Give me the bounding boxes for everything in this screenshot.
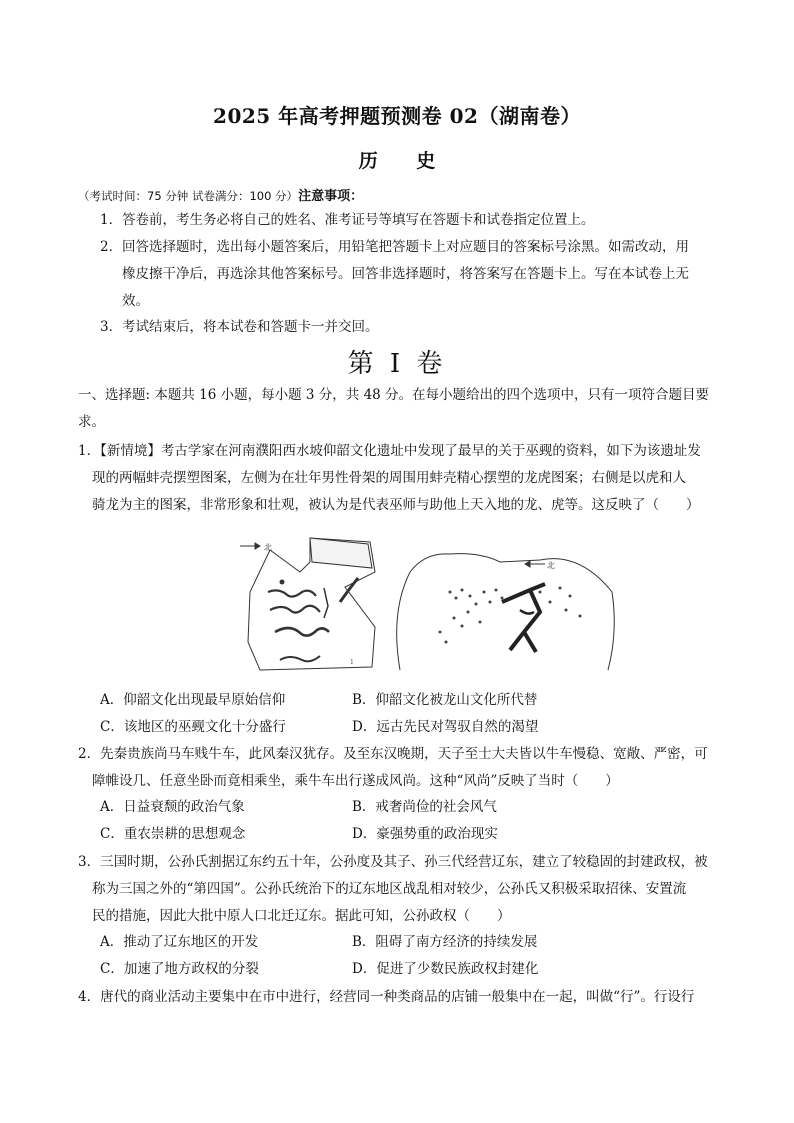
question-3-options-row-2: [100, 957, 700, 983]
question-3-option-a[interactable]: A．推动了辽东地区的开发: [100, 934, 259, 950]
left-north-label: 北: [264, 543, 272, 552]
section-intro: 一、选择题: 本题共 16 小题，每小题 3 分，共 48 分。在每小题给出的四个选项中，只有一项符合题目要 求。: [78, 387, 710, 430]
left-mosaic-panel: [240, 538, 375, 670]
shell-mosaic-figure: [240, 532, 620, 674]
question-2-option-c[interactable]: C．重农崇耕的思想观念: [100, 826, 246, 842]
question-4-stem: 4．唐代的商业活动主要集中在市中进行，经营同一种类商品的店铺一般集中在一起，叫做“行”。行设行: [78, 989, 695, 1005]
question-3-options-row-1: [100, 930, 700, 956]
notice-label: 注意事项：: [298, 189, 364, 204]
question-3-option-b[interactable]: B．阻碍了南方经济的持续发展: [352, 934, 538, 950]
question-3-stem: 3．三国时期，公孙氏割据辽东约五十年，公孙度及其子、孙三代经营辽东，建立了较稳固的封建政权，被 称为三国之外的“第四国”。公孙氏统治下的辽东地区战乱相对较少，公孙氏又积极采取招徕、安置流 民的措施，因此大批中原人口北迁辽东。据此可知，公孙政权（ ）: [78, 854, 708, 924]
notice-item-1: 1．答卷前，考生务必将自己的姓名、准考证号等填写在答题卡和试卷指定位置上。: [100, 212, 595, 228]
exam-title: 2025 年高考押题预测卷 02（湖南卷）: [213, 104, 581, 128]
right-mosaic-panel: [397, 554, 615, 670]
question-1-stem: 1．【新情境】考古学家在河南濮阳西水坡仰韶文化遗址中发现了最早的关于巫觋的资料，如下为该遗址发 现的两幅蚌壳摆塑图案，左侧为在壮年男性骨架的周围用蚌壳精心摆塑的龙虎图案；右侧是以虎和人 骑龙为主的图案，非常形象和壮观，被认为是代表巫师与助他上天入地的龙、虎等。这反映了（ ）: [78, 443, 701, 513]
right-north-label: 北: [547, 561, 555, 570]
question-1-option-c[interactable]: C．该地区的巫觋文化十分盛行: [100, 719, 286, 735]
volume-heading: 第 I 卷: [347, 349, 447, 379]
question-3-option-c[interactable]: C．加速了地方政权的分裂: [100, 961, 259, 977]
question-2-option-d[interactable]: D．豪强势重的政治现实: [352, 826, 498, 842]
question-2-stem: 2．先秦贵族尚马车贱牛车，此风秦汉犹存。及至东汉晚期，天子至士大夫皆以牛车慢稳、宽敞、严密，可 障帷设几、任意坐卧而竟相乘坐，乘牛车出行遂成风尚。这种“风尚”反映了当时（ ）: [78, 746, 708, 789]
subject-title: 历 史: [358, 150, 452, 172]
question-1-options-row-1: [100, 688, 700, 714]
question-2-option-b[interactable]: B．戒奢尚俭的社会风气: [352, 799, 497, 815]
question-3-option-d[interactable]: D．促进了少数民族政权封建化: [352, 961, 539, 977]
question-1-option-a[interactable]: A．仰韶文化出现最早原始信仰: [100, 692, 286, 708]
question-2-options-row-2: [100, 822, 700, 848]
question-2-option-a[interactable]: A．日益衰颓的政治气象: [100, 799, 245, 815]
question-1-option-b[interactable]: B．仰韶文化被龙山文化所代替: [352, 692, 538, 708]
notice-item-2: 2．回答选择题时，选出每小题答案后，用铅笔把答题卡上对应题目的答案标号涂黑。如需改动，用 橡皮擦干净后，再选涂其他答案标号。回答非选择题时，将答案写在答题卡上。写在本试卷上无 效。: [100, 239, 689, 309]
exam-meta: [78, 185, 363, 204]
shell-mosaic-image: [240, 532, 620, 674]
question-1-options-row-2: [100, 715, 700, 741]
svg-text:1: 1: [350, 659, 354, 666]
exam-info: （考试时间：75 分钟 试卷满分：100 分）: [78, 189, 299, 203]
question-1-option-d[interactable]: D．远古先民对驾驭自然的渴望: [352, 719, 539, 735]
question-2-options-row-1: [100, 795, 700, 821]
notice-item-3: 3．考试结束后，将本试卷和答题卡一并交回。: [100, 319, 379, 335]
